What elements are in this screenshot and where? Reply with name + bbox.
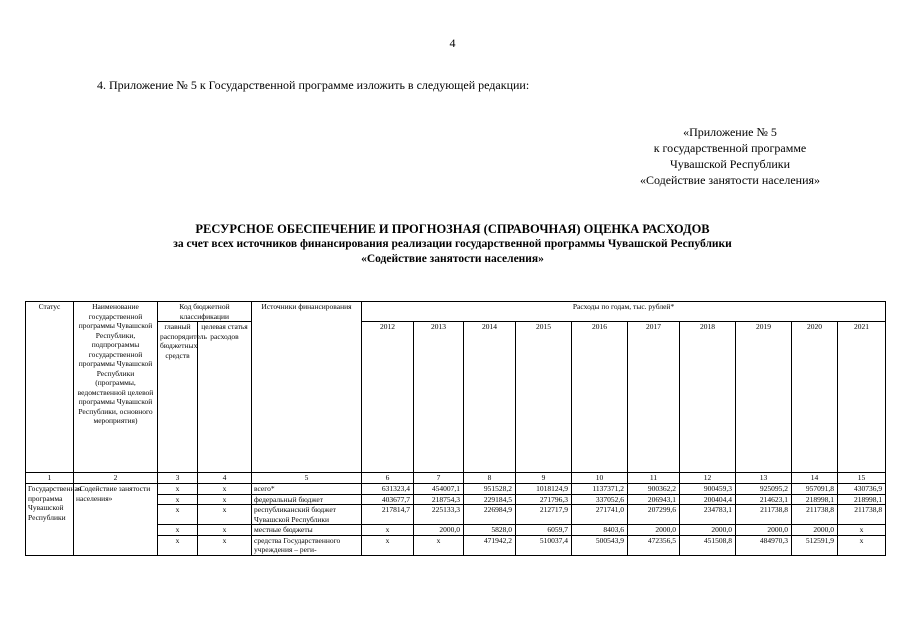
row-value: 430736,9	[838, 484, 886, 495]
row-code-target: x	[198, 525, 252, 536]
col-index: 15	[838, 473, 886, 484]
col-index: 1	[26, 473, 74, 484]
row-value: 234783,1	[680, 505, 736, 525]
row-value: 5828,0	[464, 525, 516, 536]
row-value: 225133,3	[414, 505, 464, 525]
col-index: 8	[464, 473, 516, 484]
row-value: 925095,2	[736, 484, 792, 495]
row-source: республиканский бюджет Чувашской Республики	[252, 505, 362, 525]
row-value: 484970,3	[736, 535, 792, 555]
row-value: 214623,1	[736, 494, 792, 505]
row-code-main: x	[158, 505, 198, 525]
row-code-target: x	[198, 484, 252, 495]
row-source: средства Государственного учреждения – реги-	[252, 535, 362, 555]
row-value: x	[414, 535, 464, 555]
col-index: 10	[572, 473, 628, 484]
row-value: 218998,1	[792, 494, 838, 505]
year-header: 2012	[362, 322, 414, 473]
table-row	[26, 484, 886, 495]
appendix-heading	[560, 124, 900, 188]
column-index-row	[26, 473, 886, 484]
row-value: 206943,1	[628, 494, 680, 505]
row-value: x	[838, 525, 886, 536]
header-status: Статус	[26, 302, 74, 473]
appendix-line-1: «Приложение № 5	[683, 125, 777, 139]
year-header: 2021	[838, 322, 886, 473]
row-value: 2000,0	[792, 525, 838, 536]
row-code-target: x	[198, 535, 252, 555]
year-header: 2014	[464, 322, 516, 473]
row-value: 451508,8	[680, 535, 736, 555]
row-value: 207299,6	[628, 505, 680, 525]
col-index: 9	[516, 473, 572, 484]
row-value: 271741,0	[572, 505, 628, 525]
row-value: 1137371,2	[572, 484, 628, 495]
row-source: федеральный бюджет	[252, 494, 362, 505]
row-source: местные бюджеты	[252, 525, 362, 536]
col-index: 7	[414, 473, 464, 484]
appendix-line-3: Чувашской Республики	[669, 157, 791, 171]
appendix-line-4: «Содействие занятости населения»	[639, 173, 821, 187]
row-value: 212717,9	[516, 505, 572, 525]
row-program-name: «Содействие занятости населения»	[74, 484, 158, 556]
row-value: 2000,0	[736, 525, 792, 536]
intro-text: 4. Приложение № 5 к Государственной программе изложить в следующей редакции:	[97, 78, 530, 92]
row-value: 271796,3	[516, 494, 572, 505]
row-code-target: x	[198, 494, 252, 505]
header-expenses: Расходы по годам, тыс. рублей*	[362, 302, 886, 322]
row-value: 337052,6	[572, 494, 628, 505]
row-code-main: x	[158, 494, 198, 505]
year-header: 2016	[572, 322, 628, 473]
resource-table	[25, 301, 886, 556]
title-line-1: РЕСУРСНОЕ ОБЕСПЕЧЕНИЕ И ПРОГНОЗНАЯ (СПРАВОЧНАЯ) ОЦЕНКА РАСХОДОВ	[195, 222, 710, 236]
header-name: Наименование государственной программы Чувашской Республики, подпрограммы государственной программы Чувашской Республики (программы, ведомственной целевой программы Чувашской Республики, основного мероприятия)	[74, 302, 158, 473]
header-sources: Источники финансирования	[252, 302, 362, 473]
row-value: 229184,5	[464, 494, 516, 505]
row-value: 2000,0	[680, 525, 736, 536]
header-code: Код бюджетной классификации	[158, 302, 252, 322]
row-status: Государственная программа Чувашской Республики	[26, 484, 74, 556]
row-value: 226984,9	[464, 505, 516, 525]
row-code-main: x	[158, 484, 198, 495]
row-value: 957091,8	[792, 484, 838, 495]
row-source: всего*	[252, 484, 362, 495]
row-value: x	[362, 525, 414, 536]
table-body	[26, 484, 886, 556]
row-code-target: x	[198, 505, 252, 525]
header-row-1	[26, 302, 886, 322]
page-number: 4	[449, 36, 456, 50]
year-header: 2019	[736, 322, 792, 473]
title-line-2: за счет всех источников финансирования реализации государственной программы Чувашской Республики	[173, 238, 732, 250]
row-value: 6059,7	[516, 525, 572, 536]
col-index: 6	[362, 473, 414, 484]
col-index: 12	[680, 473, 736, 484]
row-value: 951528,2	[464, 484, 516, 495]
year-header: 2020	[792, 322, 838, 473]
row-value: 471942,2	[464, 535, 516, 555]
header-code-main: главный распорядитель бюджетных средств	[158, 322, 198, 473]
row-value: 454007,1	[414, 484, 464, 495]
row-value: 200404,4	[680, 494, 736, 505]
col-index: 5	[252, 473, 362, 484]
row-value: 403677,7	[362, 494, 414, 505]
col-index: 2	[74, 473, 158, 484]
header-code-target: целевая статья расходов	[198, 322, 252, 473]
row-code-main: x	[158, 535, 198, 555]
row-value: 211738,8	[838, 505, 886, 525]
row-value: 900459,3	[680, 484, 736, 495]
title-line-3: «Содействие занятости населения»	[361, 253, 544, 265]
row-value: 211738,8	[736, 505, 792, 525]
row-value: x	[838, 535, 886, 555]
row-value: 500543,9	[572, 535, 628, 555]
year-header: 2015	[516, 322, 572, 473]
col-index: 3	[158, 473, 198, 484]
row-value: 1018124,9	[516, 484, 572, 495]
appendix-line-2: к государственной программе	[653, 141, 807, 155]
row-value: 217814,7	[362, 505, 414, 525]
year-header: 2013	[414, 322, 464, 473]
col-index: 4	[198, 473, 252, 484]
row-value: 631323,4	[362, 484, 414, 495]
row-code-main: x	[158, 525, 198, 536]
year-header: 2018	[680, 322, 736, 473]
row-value: 510037,4	[516, 535, 572, 555]
row-value: 8403,6	[572, 525, 628, 536]
row-value: 218754,3	[414, 494, 464, 505]
row-value: 2000,0	[414, 525, 464, 536]
row-value: 900362,2	[628, 484, 680, 495]
col-index: 14	[792, 473, 838, 484]
col-index: 13	[736, 473, 792, 484]
row-value: x	[362, 535, 414, 555]
row-value: 2000,0	[628, 525, 680, 536]
row-value: 211738,8	[792, 505, 838, 525]
col-index: 11	[628, 473, 680, 484]
document-title	[0, 222, 905, 267]
row-value: 218998,1	[838, 494, 886, 505]
row-value: 472356,5	[628, 535, 680, 555]
year-header: 2017	[628, 322, 680, 473]
row-value: 512591,9	[792, 535, 838, 555]
